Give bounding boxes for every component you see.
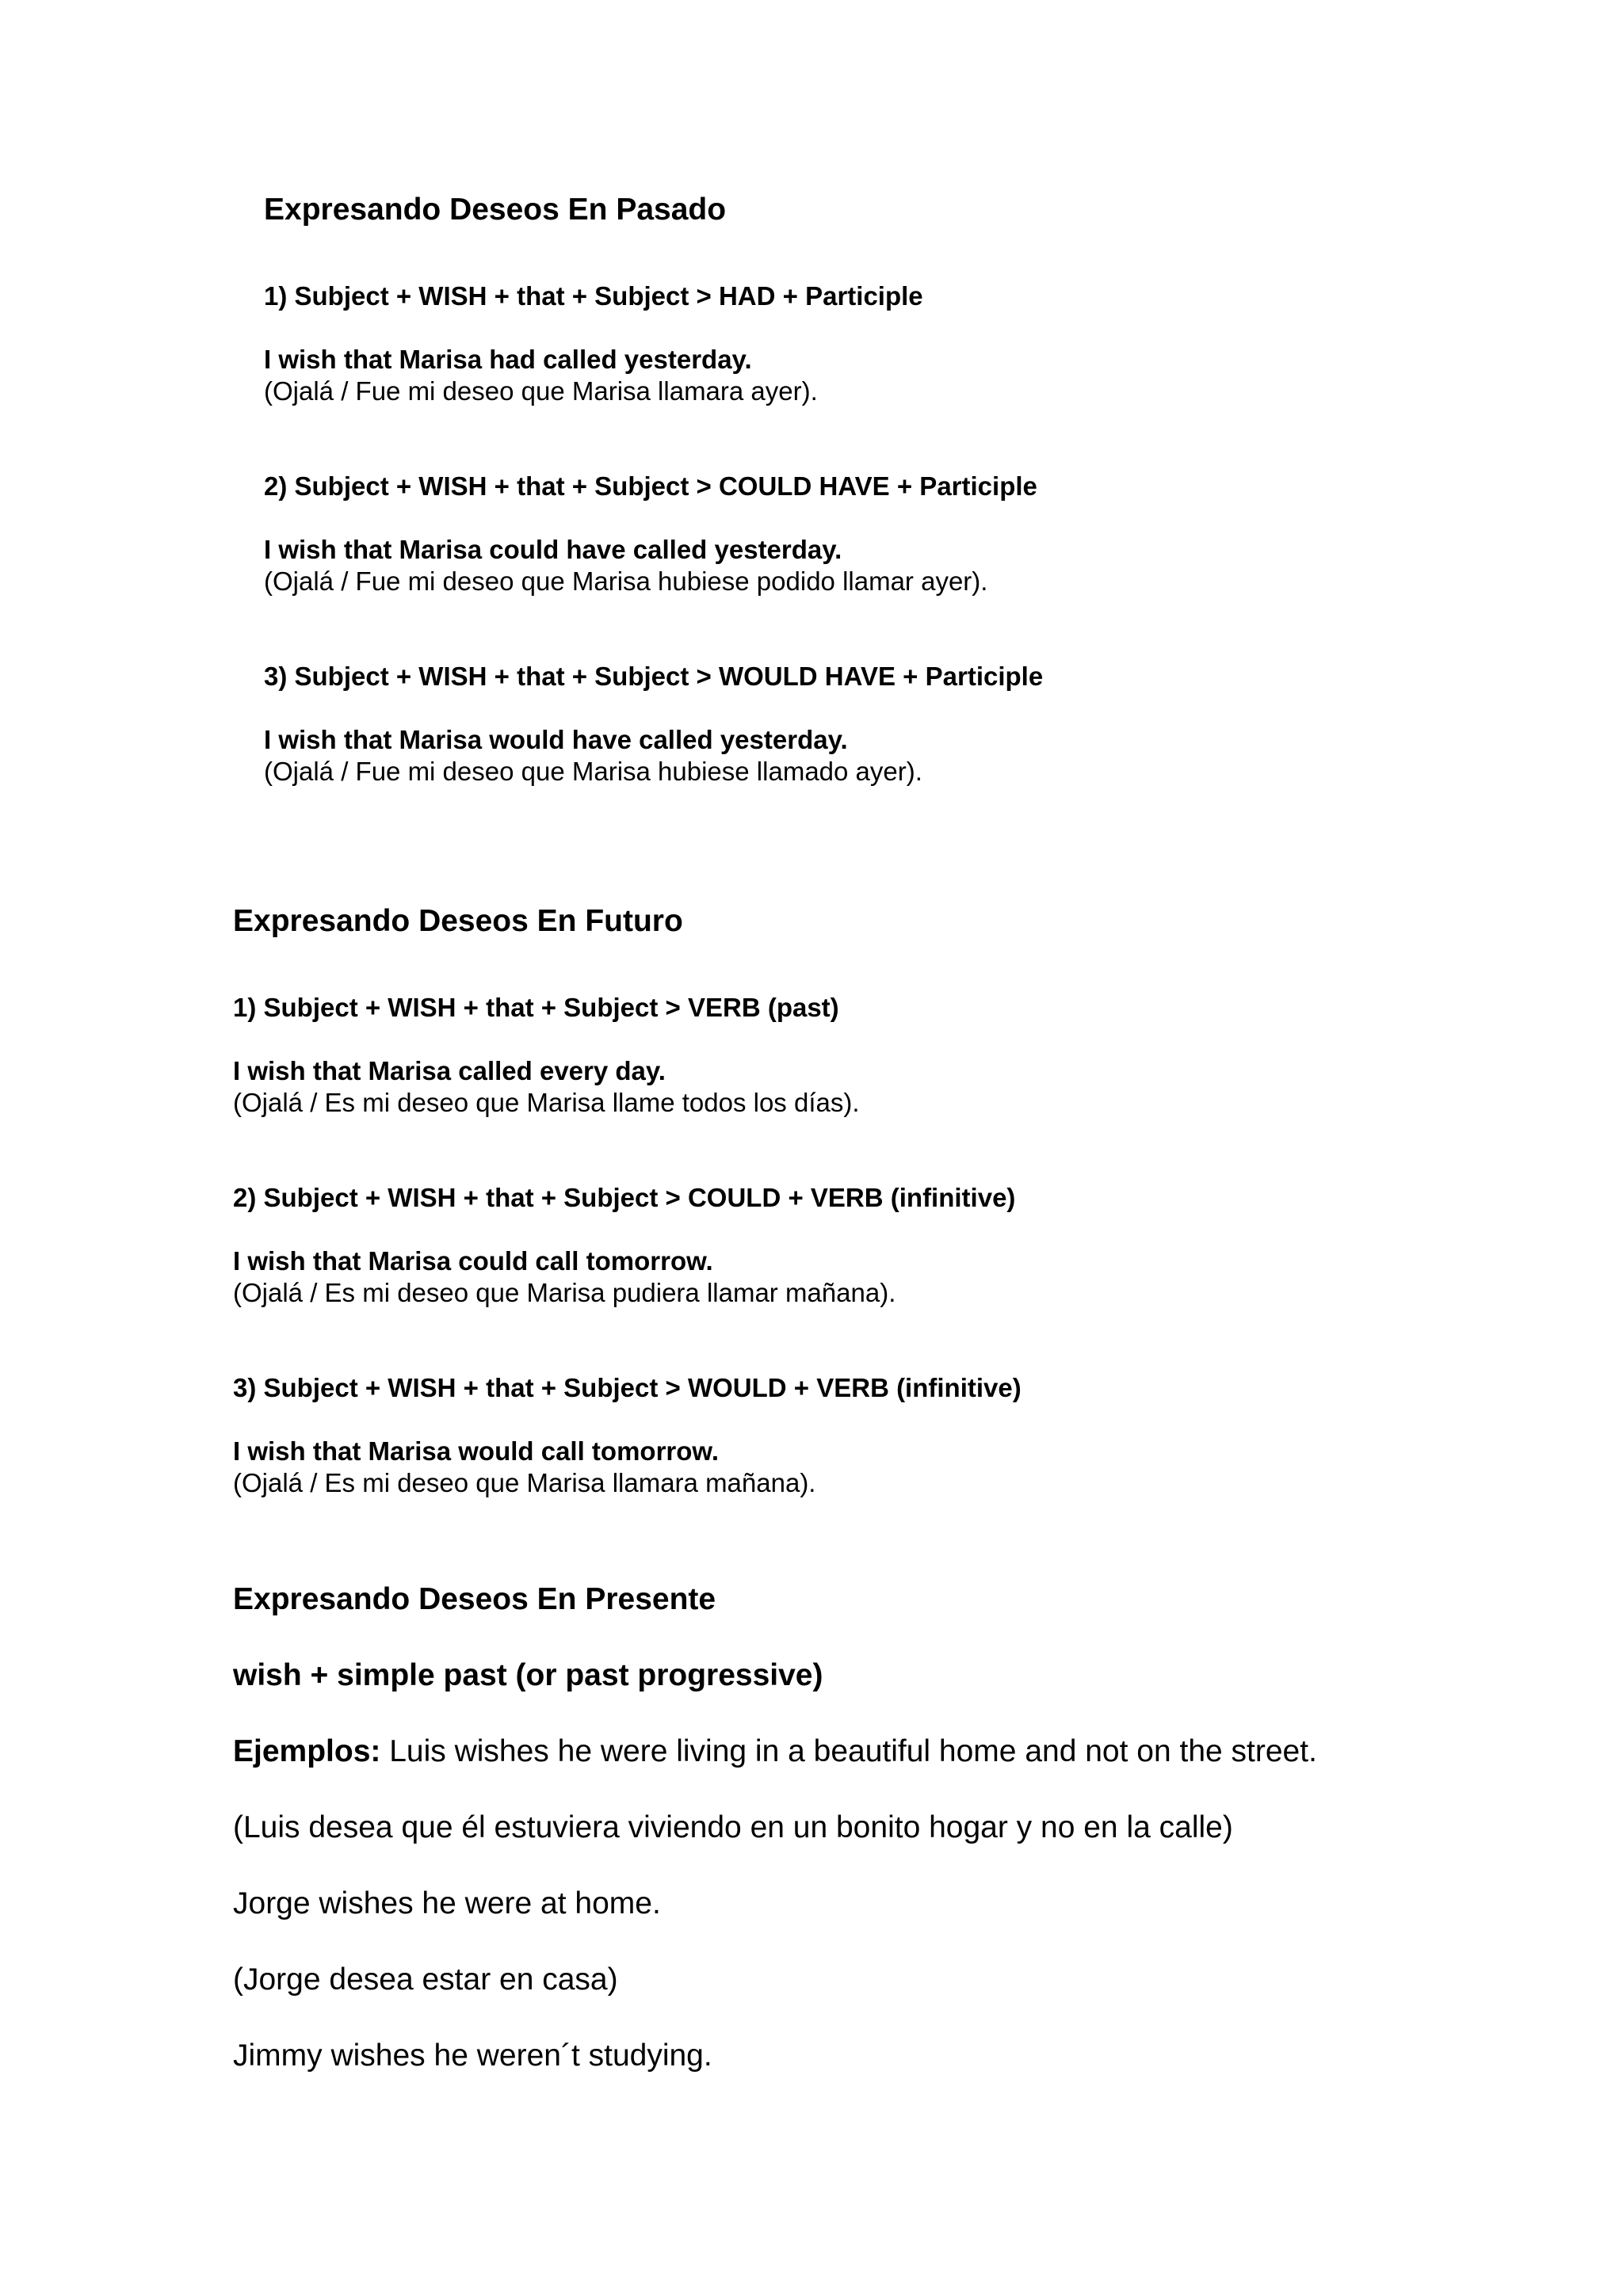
example-text: Luis wishes he were living in a beautiful home and not on the street. xyxy=(380,1734,1317,1768)
example-translation: (Luis desea que él estuviera viviendo en un bonito hogar y no en la calle) xyxy=(233,1810,1233,1844)
example-text: Jimmy wishes he weren´t studying. xyxy=(233,2039,712,2073)
examples-label: Ejemplos: xyxy=(233,1734,381,1768)
rule-block xyxy=(264,661,1611,788)
rule-formula: 3) Subject + WISH + that + Subject > WOULD + VERB (infinitive) xyxy=(233,1373,1022,1402)
example-line xyxy=(233,1732,1580,1772)
rule-formula: 2) Subject + WISH + that + Subject > COULD HAVE + Participle xyxy=(264,471,1037,501)
rule-example: I wish that Marisa would call tomorrow. xyxy=(233,1436,720,1466)
rule-block xyxy=(233,1372,1580,1499)
rule-block xyxy=(264,280,1611,407)
rule-translation: (Ojalá / Fue mi deseo que Marisa hubiese podido llamar ayer). xyxy=(264,566,988,596)
section-pasado xyxy=(264,190,1611,788)
rule-block xyxy=(233,992,1580,1119)
rule-formula: 1) Subject + WISH + that + Subject > VERB (past) xyxy=(233,993,839,1022)
rule-example: I wish that Marisa had called yesterday. xyxy=(264,345,752,374)
rule-translation: (Ojalá / Fue mi deseo que Marisa hubiese llamado ayer). xyxy=(264,757,922,786)
section-title: Expresando Deseos En Presente xyxy=(233,1582,716,1616)
section-presente xyxy=(233,1580,1580,2076)
rule-translation: (Ojalá / Fue mi deseo que Marisa llamara ayer). xyxy=(264,376,818,406)
rule-translation: (Ojalá / Es mi deseo que Marisa llame todos los días). xyxy=(233,1088,860,1117)
rule-formula: 3) Subject + WISH + that + Subject > WOULD HAVE + Participle xyxy=(264,662,1044,691)
rule-example: I wish that Marisa would have called yesterday. xyxy=(264,725,848,754)
rule-formula: wish + simple past (or past progressive) xyxy=(233,1658,823,1692)
section-title: Expresando Deseos En Pasado xyxy=(264,193,727,227)
rule-example: I wish that Marisa could have called yesterday. xyxy=(264,535,842,564)
rule-translation: (Ojalá / Es mi deseo que Marisa llamara mañana). xyxy=(233,1468,816,1497)
rule-block xyxy=(264,471,1611,597)
section-futuro xyxy=(233,902,1580,1499)
rule-formula: 2) Subject + WISH + that + Subject > COULD + VERB (infinitive) xyxy=(233,1183,1016,1212)
rule-example: I wish that Marisa could call tomorrow. xyxy=(233,1246,713,1276)
example-text: Jorge wishes he were at home. xyxy=(233,1886,661,1920)
rule-block xyxy=(233,1182,1580,1309)
rule-translation: (Ojalá / Es mi deseo que Marisa pudiera llamar mañana). xyxy=(233,1278,896,1307)
rule-example: I wish that Marisa called every day. xyxy=(233,1056,666,1085)
section-title: Expresando Deseos En Futuro xyxy=(233,904,683,938)
example-translation: (Jorge desea estar en casa) xyxy=(233,1962,618,1997)
rule-formula: 1) Subject + WISH + that + Subject > HAD + Participle xyxy=(264,281,923,311)
